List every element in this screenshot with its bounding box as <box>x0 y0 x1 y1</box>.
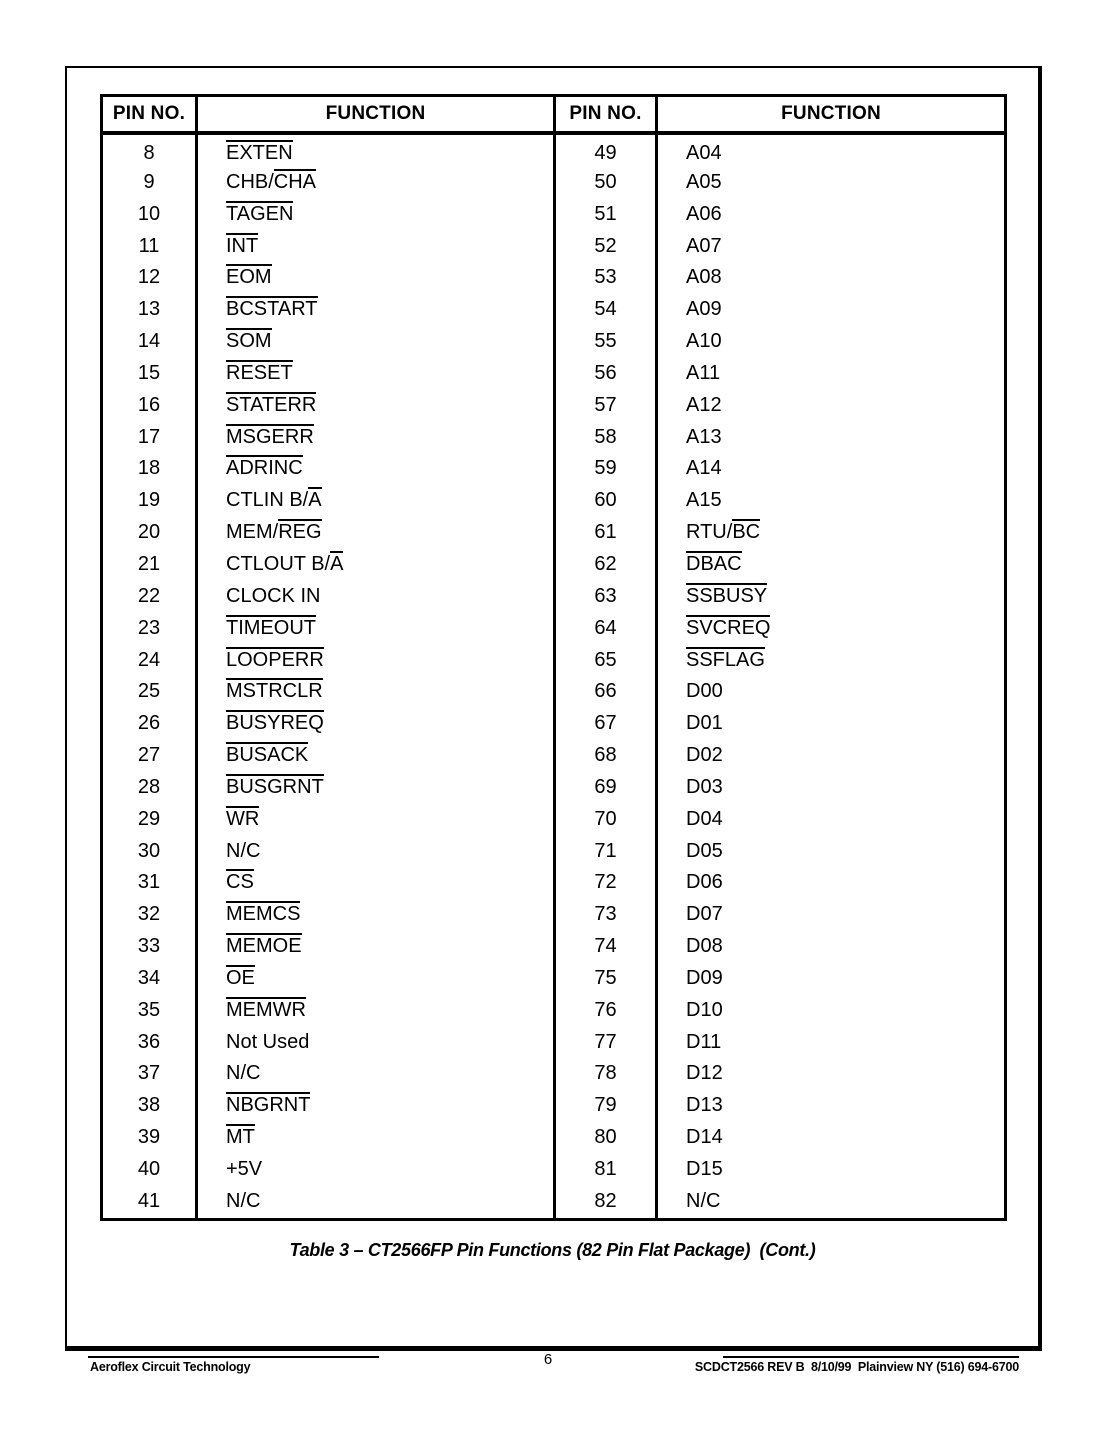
pin-number-cell: 81 <box>556 1154 658 1186</box>
function-cell <box>198 422 556 454</box>
pin-number-cell: 53 <box>556 262 658 294</box>
pin-number-cell: 13 <box>103 294 198 326</box>
table-row <box>103 676 1004 708</box>
function-cell <box>198 135 556 171</box>
active-low-overline: MEMOE <box>226 935 302 958</box>
pin-number-cell: 77 <box>556 1027 658 1059</box>
pin-number-cell: 49 <box>556 135 658 171</box>
pin-number-cell: 10 <box>103 199 198 231</box>
table-row <box>103 485 1004 517</box>
function-cell: A14 <box>686 457 722 480</box>
active-low-overline: BUSYREQ <box>226 712 324 735</box>
pin-number-cell: 27 <box>103 740 198 772</box>
active-low-overline: MEMCS <box>226 903 301 926</box>
active-low-overline: WR <box>226 807 260 830</box>
pin-number-cell: 14 <box>103 326 198 358</box>
table-row <box>103 167 1004 199</box>
function-cell: A13 <box>686 425 722 448</box>
function-cell: N/C <box>198 1186 556 1218</box>
function-cell <box>198 645 556 677</box>
table-row <box>103 453 1004 485</box>
function-cell: A09 <box>686 298 722 321</box>
table-row <box>103 772 1004 804</box>
table-row <box>103 613 1004 645</box>
function-cell: A15 <box>686 489 722 512</box>
function-cell <box>198 995 556 1027</box>
function-cell: A11 <box>686 361 721 384</box>
active-low-overline: MT <box>226 1126 255 1149</box>
pin-number-cell: 71 <box>556 836 658 868</box>
pin-function-table <box>100 94 1007 1221</box>
table-row <box>103 581 1004 613</box>
pin-number-cell: 17 <box>103 422 198 454</box>
pin-number-cell: 63 <box>556 581 658 613</box>
pin-number-cell: 22 <box>103 581 198 613</box>
function-cell <box>198 1122 556 1154</box>
table-row <box>103 1090 1004 1122</box>
pin-number-cell: 39 <box>103 1122 198 1154</box>
pin-number-cell: 61 <box>556 517 658 549</box>
function-cell: D02 <box>686 744 723 767</box>
function-cell: D01 <box>686 712 723 735</box>
function-cell: CTLIN B/A <box>198 485 556 517</box>
function-cell: A10 <box>686 330 722 353</box>
pin-number-cell: 64 <box>556 613 658 645</box>
pin-number-cell: 20 <box>103 517 198 549</box>
function-cell: MEM/REG <box>198 517 556 549</box>
pin-number-cell: 58 <box>556 422 658 454</box>
active-low-overline: A <box>308 489 322 512</box>
function-cell <box>658 581 1004 613</box>
pin-number-cell: 30 <box>103 836 198 868</box>
pin-number-cell: 74 <box>556 931 658 963</box>
function-cell: D15 <box>686 1158 723 1180</box>
function-cell: D12 <box>686 1062 723 1085</box>
function-cell: D06 <box>686 871 723 894</box>
table-row <box>103 899 1004 931</box>
pin-number-cell: 62 <box>556 549 658 581</box>
function-cell <box>198 804 556 836</box>
function-cell <box>198 262 556 294</box>
table-row <box>103 1058 1004 1090</box>
function-cell: CTLOUT B/A <box>198 549 556 581</box>
function-cell: A08 <box>686 266 722 289</box>
pin-number-cell: 8 <box>103 135 198 171</box>
function-cell <box>198 676 556 708</box>
function-cell <box>198 453 556 485</box>
function-cell <box>198 358 556 390</box>
function-cell: D13 <box>686 1094 723 1117</box>
table-row <box>103 199 1004 231</box>
function-cell: D14 <box>686 1126 723 1149</box>
pin-number-cell: 35 <box>103 995 198 1027</box>
function-cell: D07 <box>686 903 723 926</box>
pin-number-cell: 25 <box>103 676 198 708</box>
pin-number-cell: 66 <box>556 676 658 708</box>
active-low-overline: MSGERR <box>226 425 314 448</box>
function-cell: Not Used <box>198 1027 556 1059</box>
function-cell <box>198 708 556 740</box>
pin-number-cell: 15 <box>103 358 198 390</box>
pin-number-cell: 31 <box>103 867 198 899</box>
active-low-overline: MSTRCLR <box>226 680 323 703</box>
pin-number-cell: 12 <box>103 262 198 294</box>
active-low-overline: STATERR <box>226 393 317 416</box>
function-cell: A12 <box>686 393 722 416</box>
pin-number-cell: 72 <box>556 867 658 899</box>
pin-number-cell: 19 <box>103 485 198 517</box>
function-cell: A07 <box>686 234 722 257</box>
pin-number-cell: 11 <box>103 231 198 263</box>
footer-company: Aeroflex Circuit Technology <box>90 1360 251 1374</box>
function-cell <box>658 645 1004 677</box>
pin-number-cell: 79 <box>556 1090 658 1122</box>
header-pin-no-right: PIN NO. <box>556 97 658 131</box>
footer-doc-id: SCDCT2566 REV B 8/10/99 Plainview NY (516) 694-6700 <box>694 1360 1019 1374</box>
pin-number-cell: 69 <box>556 772 658 804</box>
function-cell: RTU/BC <box>686 521 761 544</box>
pin-number-cell: 51 <box>556 199 658 231</box>
table-row <box>103 931 1004 963</box>
pin-number-cell: 73 <box>556 899 658 931</box>
table-row <box>103 995 1004 1027</box>
footer-right-rule <box>723 1356 1019 1358</box>
page-border-box <box>65 66 1042 1351</box>
table-row <box>103 836 1004 868</box>
pin-number-cell: 55 <box>556 326 658 358</box>
table-header-row <box>103 97 1004 135</box>
function-cell: A06 <box>686 202 722 225</box>
pin-number-cell: 52 <box>556 231 658 263</box>
pin-number-cell: 41 <box>103 1186 198 1218</box>
function-cell: A05 <box>686 170 722 193</box>
pin-number-cell: 65 <box>556 645 658 677</box>
table-row <box>103 708 1004 740</box>
pin-number-cell: 26 <box>103 708 198 740</box>
pin-number-cell: 59 <box>556 453 658 485</box>
function-cell <box>198 1090 556 1122</box>
pin-number-cell: 24 <box>103 645 198 677</box>
pin-number-cell: 82 <box>556 1186 658 1218</box>
header-function-right: FUNCTION <box>781 103 881 124</box>
pin-number-cell: 56 <box>556 358 658 390</box>
pin-number-cell: 38 <box>103 1090 198 1122</box>
header-pin-no-left: PIN NO. <box>103 97 198 131</box>
active-low-overline: TAGEN <box>226 202 294 225</box>
pin-number-cell: 16 <box>103 390 198 422</box>
function-cell <box>198 390 556 422</box>
active-low-overline: BUSACK <box>226 744 309 767</box>
table-row <box>103 1122 1004 1154</box>
pin-number-cell: 70 <box>556 804 658 836</box>
active-low-overline: LOOPERR <box>226 648 324 671</box>
active-low-overline: SSFLAG <box>686 648 765 671</box>
table-row <box>103 358 1004 390</box>
pin-number-cell: 28 <box>103 772 198 804</box>
function-cell <box>198 772 556 804</box>
function-cell: D10 <box>686 998 723 1021</box>
pin-number-cell: 80 <box>556 1122 658 1154</box>
function-cell: D00 <box>686 680 723 703</box>
active-low-overline: INT <box>226 234 259 257</box>
function-cell: D11 <box>686 1030 722 1053</box>
active-low-overline: TIMEOUT <box>226 616 316 639</box>
function-cell <box>198 294 556 326</box>
table-row <box>103 1027 1004 1059</box>
function-cell <box>198 613 556 645</box>
active-low-overline: SOM <box>226 330 272 353</box>
active-low-overline: REG <box>278 521 322 544</box>
pin-number-cell: 68 <box>556 740 658 772</box>
pin-number-cell: 50 <box>556 167 658 199</box>
function-cell <box>198 867 556 899</box>
table-row <box>103 422 1004 454</box>
table-row <box>103 517 1004 549</box>
pin-number-cell: 40 <box>103 1154 198 1186</box>
table-row <box>103 135 1004 167</box>
function-cell: N/C <box>686 1189 721 1212</box>
function-cell: D05 <box>686 839 723 862</box>
active-low-overline: SVCREQ <box>686 616 771 639</box>
active-low-overline: SSBUSY <box>686 584 768 607</box>
function-cell: D09 <box>686 966 723 989</box>
function-cell <box>198 931 556 963</box>
active-low-overline: ADRINC <box>226 457 303 480</box>
header-function-left: FUNCTION <box>198 97 556 131</box>
pin-number-cell: 9 <box>103 167 198 199</box>
function-cell <box>198 199 556 231</box>
table-row <box>103 549 1004 581</box>
pin-number-cell: 23 <box>103 613 198 645</box>
pin-number-cell: 75 <box>556 963 658 995</box>
function-cell <box>198 740 556 772</box>
function-cell: N/C <box>198 1058 556 1090</box>
function-cell: N/C <box>198 836 556 868</box>
table-row <box>103 262 1004 294</box>
pin-number-cell: 78 <box>556 1058 658 1090</box>
active-low-overline: EXTEN <box>226 142 293 164</box>
active-low-overline: DBAC <box>686 552 742 575</box>
function-cell: +5V <box>198 1154 556 1186</box>
pin-number-cell: 67 <box>556 708 658 740</box>
table-row <box>103 390 1004 422</box>
table-row <box>103 1154 1004 1186</box>
active-low-overline: RESET <box>226 361 293 384</box>
table-row <box>103 963 1004 995</box>
active-low-overline: EOM <box>226 266 272 289</box>
active-low-overline: OE <box>226 966 255 989</box>
pin-number-cell: 57 <box>556 390 658 422</box>
pin-number-cell: 21 <box>103 549 198 581</box>
function-cell: D04 <box>686 807 723 830</box>
table-row <box>103 294 1004 326</box>
pin-number-cell: 36 <box>103 1027 198 1059</box>
active-low-overline: MEMWR <box>226 998 306 1021</box>
active-low-overline: BUSGRNT <box>226 775 324 798</box>
function-cell <box>658 549 1004 581</box>
table-caption: Table 3 – CT2566FP Pin Functions (82 Pin Flat Package) (Cont.) <box>289 1240 816 1260</box>
pin-number-cell: 29 <box>103 804 198 836</box>
function-cell <box>658 613 1004 645</box>
table-row <box>103 740 1004 772</box>
pin-number-cell: 34 <box>103 963 198 995</box>
table-row <box>103 1186 1004 1218</box>
pin-number-cell: 60 <box>556 485 658 517</box>
pin-number-cell: 54 <box>556 294 658 326</box>
function-cell: A04 <box>686 142 722 164</box>
function-cell: CHB/CHA <box>198 167 556 199</box>
table-row <box>103 231 1004 263</box>
table-row <box>103 804 1004 836</box>
table-body <box>103 135 1004 1218</box>
pin-number-cell: 37 <box>103 1058 198 1090</box>
pin-number-cell: 76 <box>556 995 658 1027</box>
function-cell: CLOCK IN <box>198 581 556 613</box>
footer-left-rule <box>88 1356 379 1358</box>
page-number: 6 <box>543 1351 553 1368</box>
active-low-overline: CHA <box>273 170 317 193</box>
table-row <box>103 326 1004 358</box>
pin-number-cell: 33 <box>103 931 198 963</box>
function-cell: D08 <box>686 935 723 958</box>
function-cell: D03 <box>686 775 723 798</box>
active-low-overline: CS <box>226 871 254 894</box>
active-low-overline: NBGRNT <box>226 1094 311 1117</box>
function-cell <box>198 231 556 263</box>
function-cell <box>198 326 556 358</box>
table-row <box>103 645 1004 677</box>
active-low-overline: A <box>330 552 344 575</box>
pin-number-cell: 18 <box>103 453 198 485</box>
active-low-overline: BCSTART <box>226 298 318 321</box>
function-cell <box>198 899 556 931</box>
pin-number-cell: 32 <box>103 899 198 931</box>
active-low-overline: BC <box>732 521 761 544</box>
table-row <box>103 867 1004 899</box>
function-cell <box>198 963 556 995</box>
